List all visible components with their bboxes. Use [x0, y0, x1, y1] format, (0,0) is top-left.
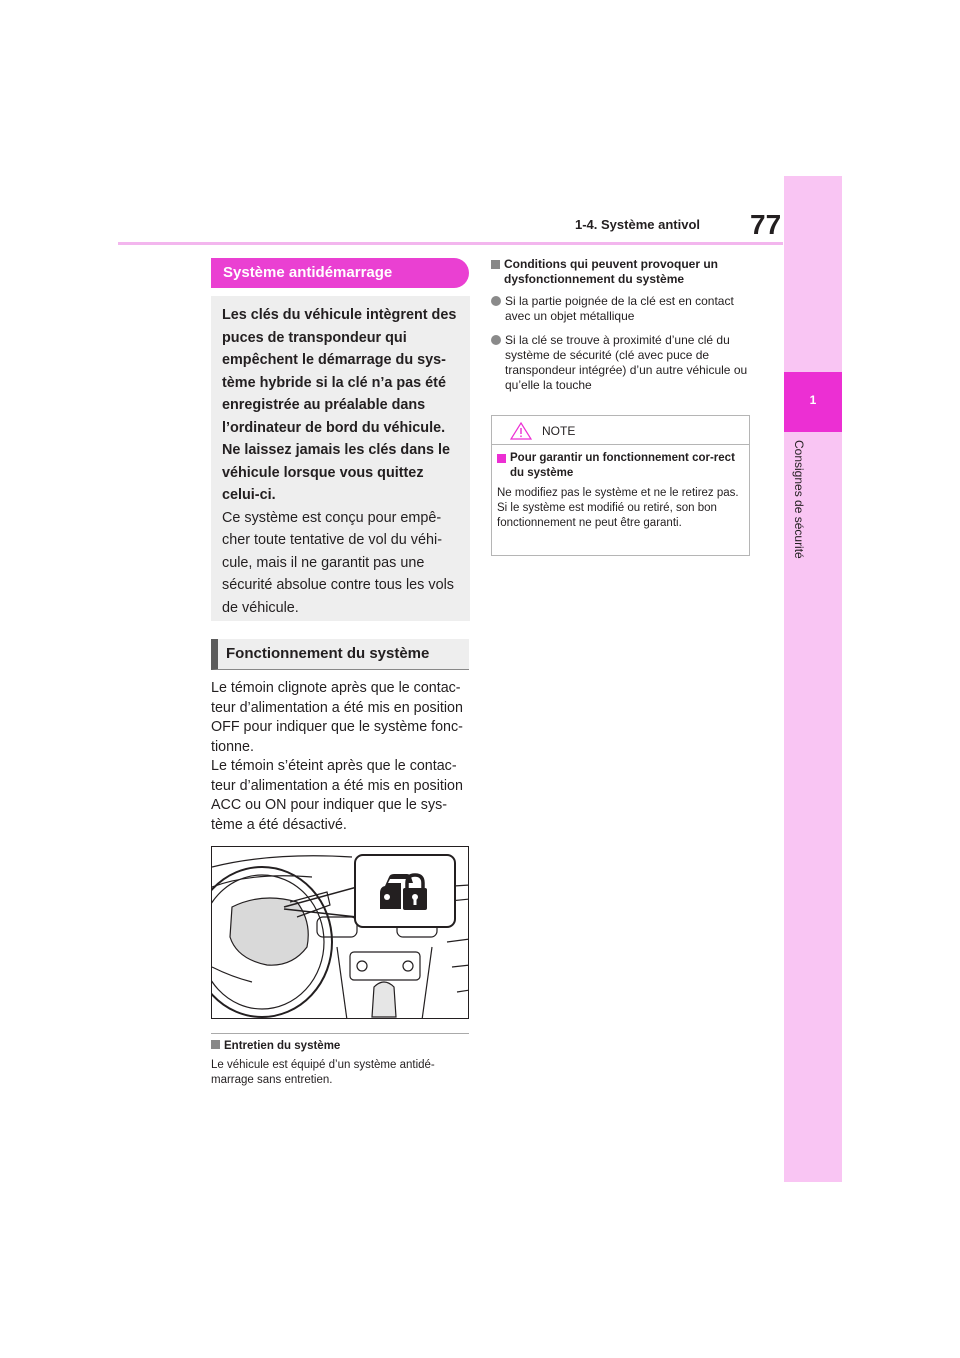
intro-normal: Ce système est conçu pour empê-cher toute tentative de vol du véhi-cule, mais il ne garantit pas une sécurité absolue contre tous les vols de véhicule. — [222, 509, 454, 616]
round-bullet-icon — [491, 296, 501, 306]
side-tab-strip — [784, 176, 842, 1182]
maintenance-heading-label: Entretien du système — [224, 1040, 341, 1052]
section-label: 1-4. Système antivol — [575, 217, 700, 232]
immobilizer-indicator-icon — [377, 869, 429, 915]
intro-bold-2: Ne laissez jamais les clés dans le véhicule lorsque vous quittez celui-ci. — [222, 442, 450, 503]
intro-bold-1: Les clés du véhicule intègrent des puces de transpondeur qui empêchent le démarrage du sys-tème hybride si la clé n’a pas été enregistrée au préalable dans l’ordinateur de bord du véhicule. — [222, 307, 457, 436]
maintenance-text: Le véhicule est équipé d’un système antidé-marrage sans entretien. — [211, 1059, 435, 1086]
page-number: 77 — [750, 209, 782, 240]
operation-text — [211, 679, 470, 835]
square-bullet-icon — [211, 1040, 220, 1049]
conditions-heading — [491, 257, 753, 287]
warning-triangle-icon — [510, 422, 532, 440]
note-heading — [497, 451, 742, 481]
header-rule — [118, 242, 783, 245]
maintenance-heading — [211, 1040, 340, 1052]
list-item-text: Si la clé se trouve à proximité d’une clé du système de sécurité (clé avec puce de transpondeur intégrée) d’un autre véhicule ou qu’elle la touche — [505, 333, 748, 392]
note-box — [491, 415, 750, 556]
note-label: NOTE — [542, 424, 576, 438]
section-heading-immobilizer: Système antidémarrage — [211, 258, 469, 288]
operation-para-1: Le témoin clignote après que le contac-teur d’alimentation a été mis en position OFF pour indiquer que le système fonc-tionne. — [211, 680, 463, 755]
operation-para-2: Le témoin s’éteint après que le contac-teur d’alimentation a été mis en position ACC ou ON pour indiquer que le sys-tème a été désactivé. — [211, 758, 463, 833]
note-text: Ne modifiez pas le système et ne le retirez pas. Si le système est modifié ou retiré, son bon fonctionnement ne peut être garanti. — [497, 487, 739, 529]
chapter-number: 1 — [809, 393, 817, 407]
divider — [211, 1033, 469, 1034]
conditions-heading-label: Conditions qui peuvent provoquer un dysfonctionnement du système — [504, 257, 718, 286]
section-heading-operation: Fonctionnement du système — [211, 639, 469, 670]
note-heading-label: Pour garantir un fonctionnement cor-rect du système — [510, 452, 735, 479]
square-bullet-icon — [497, 454, 506, 463]
dashboard-illustration — [211, 846, 469, 1019]
intro-box — [211, 296, 470, 621]
square-bullet-icon — [491, 260, 500, 269]
list-item-text: Si la partie poignée de la clé est en contact avec un objet métallique — [505, 294, 734, 323]
round-bullet-icon — [491, 335, 501, 345]
chapter-title: Consignes de sécurité — [792, 440, 806, 559]
note-header — [492, 416, 749, 445]
